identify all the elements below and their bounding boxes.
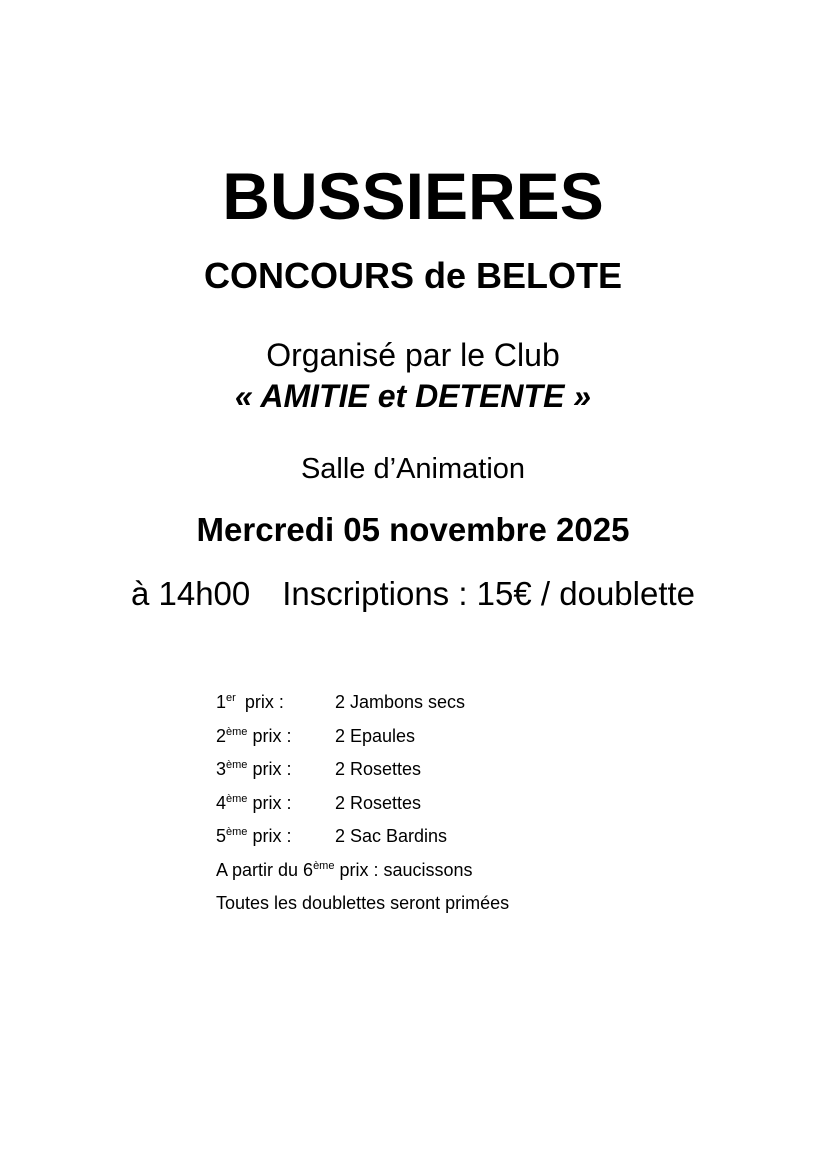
prize-rank <box>216 758 291 780</box>
prize-ordinal-suffix: ème <box>226 826 248 838</box>
prize-number: 2 <box>216 725 227 746</box>
prize-number: 1 <box>216 692 227 712</box>
extra-prizes-prefix: A partir du 6 <box>216 859 314 880</box>
prize-row <box>216 725 509 759</box>
prize-label: prix : <box>252 826 292 846</box>
prize-ordinal-suffix: ème <box>226 792 248 805</box>
prize-item: 2 Rosettes <box>335 759 422 779</box>
prize-rank <box>216 725 291 747</box>
time-and-registration <box>0 572 826 616</box>
organizer-intro: Organisé par le Club <box>266 337 560 373</box>
event-title: CONCOURS de BELOTE <box>203 255 623 296</box>
town-title: BUSSIERES <box>222 159 604 233</box>
prize-number: 4 <box>216 792 227 813</box>
extra-prizes-note <box>216 859 509 893</box>
prize-label: prix : <box>252 759 292 779</box>
prize-rank <box>216 825 291 847</box>
prize-row <box>216 691 509 725</box>
prize-item: 2 Sac Bardins <box>335 826 448 846</box>
prize-row <box>216 792 509 826</box>
closing-note: Toutes les doublettes seront primées <box>216 893 510 913</box>
prize-row <box>216 825 509 859</box>
prize-number: 3 <box>216 759 227 779</box>
prize-ordinal-suffix: er <box>226 692 236 704</box>
prize-rank <box>216 792 291 814</box>
registration-fee: Inscriptions : 15€ / doublette <box>282 575 696 612</box>
prize-list <box>216 691 509 926</box>
prize-ordinal-suffix: ème <box>226 759 248 771</box>
extra-prizes-text: prix : saucissons <box>334 859 473 880</box>
prize-label: prix : <box>252 725 292 746</box>
prize-rank <box>216 691 284 713</box>
prize-row <box>216 758 509 792</box>
prize-item: 2 Jambons secs <box>335 692 466 712</box>
prize-item: 2 Epaules <box>335 725 416 746</box>
prize-label: prix : <box>252 792 292 813</box>
event-date: Mercredi 05 novembre 2025 <box>196 511 630 548</box>
prize-item: 2 Rosettes <box>335 792 422 813</box>
event-time: à 14h00 <box>130 575 251 612</box>
venue-name: Salle d’Animation <box>300 453 526 485</box>
prize-number: 5 <box>216 826 227 846</box>
prize-label: prix : <box>244 692 284 712</box>
prize-ordinal-suffix: ème <box>226 725 248 738</box>
club-name: « AMITIE et DETENTE » <box>234 378 592 414</box>
extra-prizes-ordinal-suffix: ème <box>313 859 335 872</box>
